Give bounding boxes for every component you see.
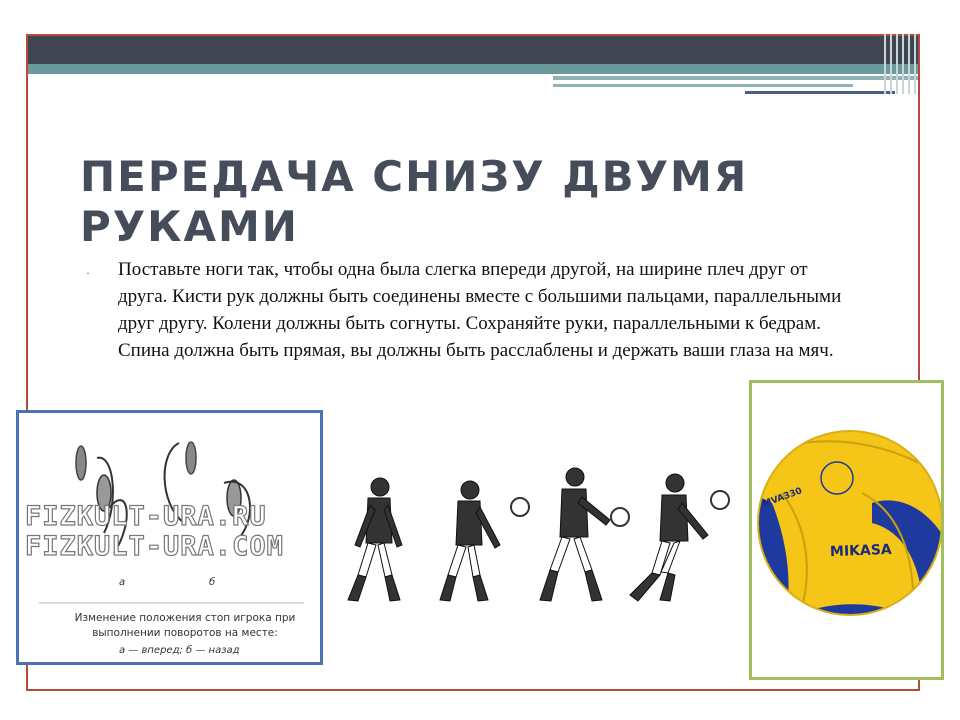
diagram-legend: а — вперед; б — назад — [119, 645, 240, 656]
watermark-text: FIZKULT-URA.RU — [25, 501, 267, 532]
bullet-marker: · — [86, 266, 90, 280]
figure-label-a: а — [119, 577, 126, 588]
player-figures — [330, 465, 740, 610]
header-accent-line — [553, 84, 853, 87]
foot-position-diagram — [16, 410, 323, 665]
header-band-teal — [28, 64, 918, 74]
ball-brand-label: MIKASA — [829, 541, 893, 561]
diagram-caption: Изменение положения стоп игрока при выполнении поворотов на месте: — [74, 612, 296, 639]
ball-model-label: MVA330 — [761, 486, 804, 510]
player-figure-1 — [348, 478, 402, 601]
slide-title: ПЕРЕДАЧА СНИЗУ ДВУМЯ РУКАМИ — [80, 152, 749, 251]
header-accent-line — [745, 91, 895, 94]
volleyball-photo — [749, 380, 944, 680]
watermark-text: FIZKULT-URA.COM — [25, 531, 284, 562]
header-stripes — [880, 34, 920, 94]
header-band-dark — [28, 36, 918, 64]
player-figure-3 — [540, 468, 629, 601]
player-figure-2 — [440, 481, 529, 601]
volleyball-image — [752, 383, 941, 677]
figure-label-b: б — [209, 577, 216, 588]
header-accent-line — [553, 76, 918, 80]
pass-sequence-illustration — [330, 465, 740, 610]
slide-body-text: Поставьте ноги так, чтобы одна была слегка впереди другой, на ширине плеч друг от друга. Кисти рук должны быть соединены вместе с большими пальцами, параллельными друг другу. Колени должны быть согнуты. Сохраняйте руки, параллельными к бедрам. Спина должна быть прямая, вы должны быть расслаблены и держать ваши глаза на мяч. — [118, 259, 842, 361]
player-figure-4 — [630, 474, 729, 601]
